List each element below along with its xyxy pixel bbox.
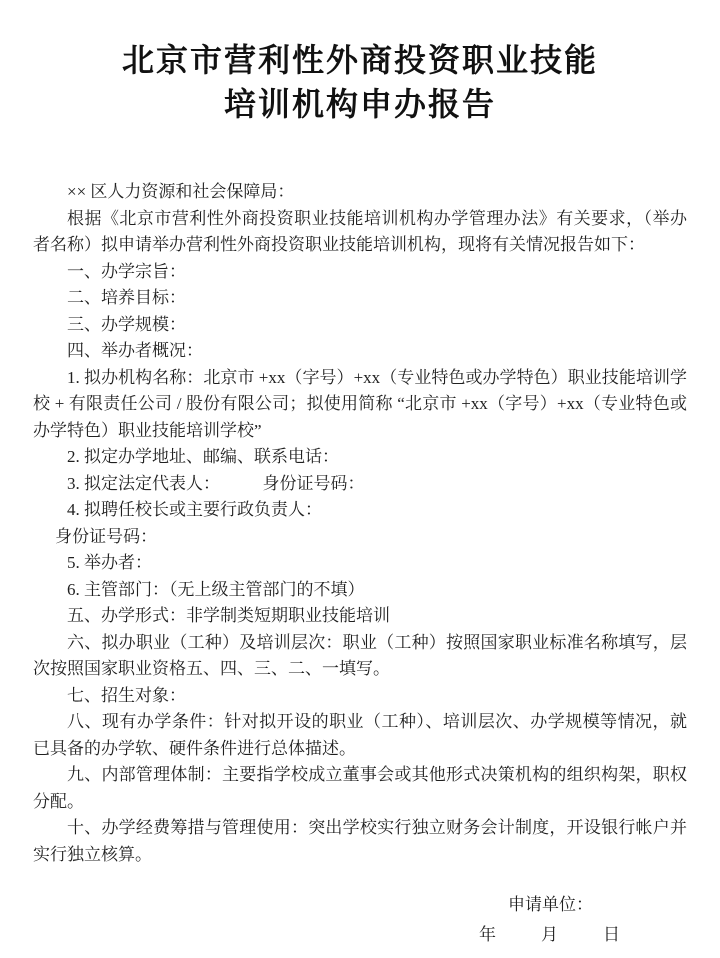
document-title-line-1: 北京市营利性外商投资职业技能	[121, 42, 598, 78]
item-10-funding-management: 十、办学经费筹措与管理使用：突出学校实行独立财务会计制度，开设银行帐户并实行独立核算。	[33, 818, 687, 864]
document-title	[33, 38, 687, 126]
document-body	[33, 179, 687, 868]
year-label: 年	[479, 925, 496, 944]
item-3-school-scale: 三、办学规模：	[67, 314, 186, 334]
subitem-3-legal-representative: 3. 拟定法定代表人： 身份证号码：	[67, 473, 365, 493]
applicant-unit-label: 申请单位：	[508, 895, 593, 914]
subitem-4-principal: 4. 拟聘任校长或主要行政负责人：	[67, 500, 322, 519]
salutation-line: ×× 区人力资源和社会保障局：	[67, 182, 295, 201]
item-5-school-form: 五、办学形式：非学制类短期职业技能培训	[67, 606, 390, 625]
month-label: 月	[541, 925, 558, 944]
day-label: 日	[603, 925, 620, 944]
item-7-enrollment-target: 七、招生对象：	[67, 685, 186, 705]
applicant-unit-line	[33, 890, 687, 920]
signature-block	[33, 890, 687, 950]
item-9-internal-management: 九、内部管理体制：主要指学校成立董事会或其他形式决策机构的组织构架，职权分配。	[33, 765, 687, 811]
subitem-5-organizer: 5. 举办者：	[67, 553, 152, 572]
document-title-line-2: 培训机构申办报告	[223, 86, 496, 122]
item-1-purpose: 一、办学宗旨：	[67, 261, 186, 281]
item-6-occupations-levels: 六、拟办职业（工种）及培训层次：职业（工种）按照国家职业标准名称填写，层次按照国家职业资格五、四、三、二、一填写。	[33, 632, 687, 678]
subitem-6-supervisor-department: 6. 主管部门：（无上级主管部门的不填）	[67, 579, 365, 599]
item-8-existing-conditions: 八、现有办学条件：针对拟开设的职业（工种）、培训层次、办学规模等情况，就已具备的办学软、硬件条件进行总体描述。	[33, 712, 687, 758]
principal-id-number-line: 身份证号码：	[55, 526, 158, 546]
intro-paragraph: 根据《北京市营利性外商投资职业技能培训机构办学管理办法》有关要求，（举办者名称）拟申请举办营利性外商投资职业技能培训机构，现将有关情况报告如下：	[33, 208, 687, 254]
date-line	[33, 920, 687, 950]
subitem-1-institution-name: 1. 拟办机构名称：北京市 +xx（字号）+xx（专业特色或办学特色）职业技能培训学校 + 有限责任公司 / 股份有限公司；拟使用简称 “北京市 +xx（字号）+xx（专业特色或办学特色）职业技能培训学校”	[33, 367, 687, 440]
subitem-2-address-contact: 2. 拟定办学地址、邮编、联系电话：	[67, 447, 339, 466]
item-2-training-goal: 二、培养目标：	[67, 288, 186, 307]
item-4-organizer-overview: 四、举办者概况：	[67, 341, 203, 360]
